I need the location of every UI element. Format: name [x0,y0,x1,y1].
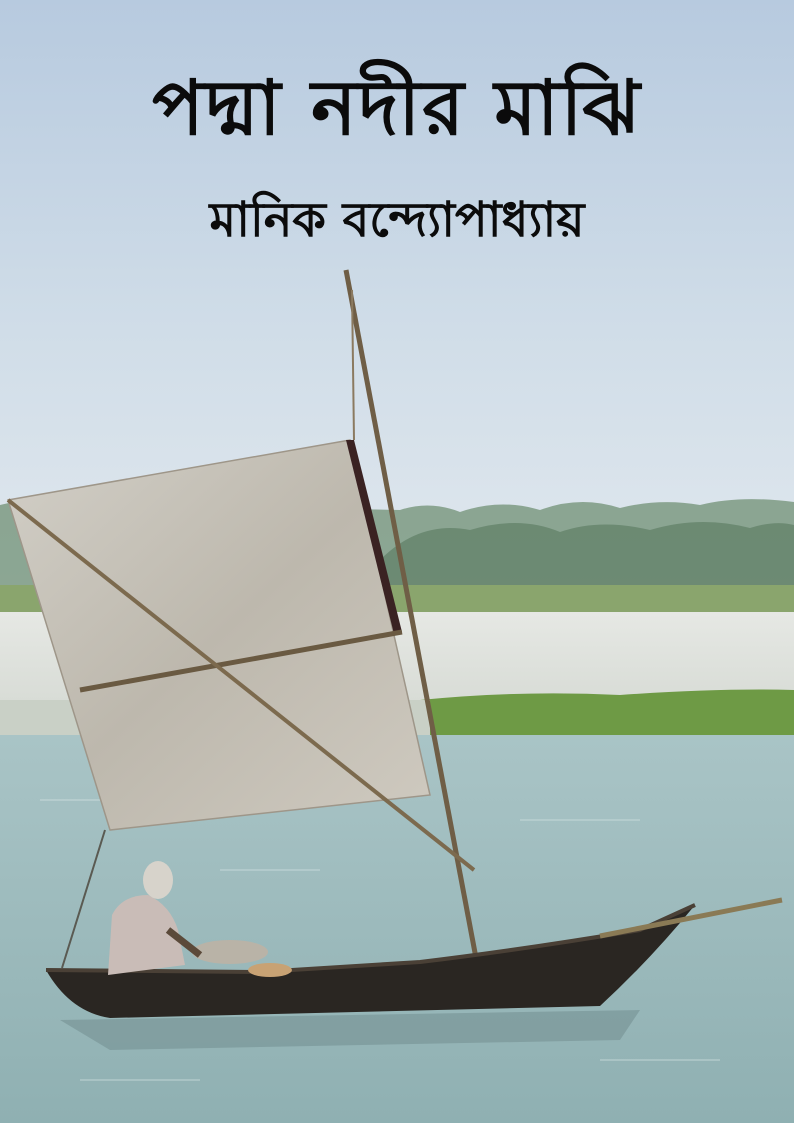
tree-line-dark [380,522,794,595]
cargo-pot [248,963,292,977]
cargo-bundle [192,940,268,964]
boatman-head [143,861,173,899]
book-author: মানিক বন্দ্যোপাধ্যায় [209,192,585,248]
book-title: পদ্মা নদীর মাঝি [152,63,642,152]
